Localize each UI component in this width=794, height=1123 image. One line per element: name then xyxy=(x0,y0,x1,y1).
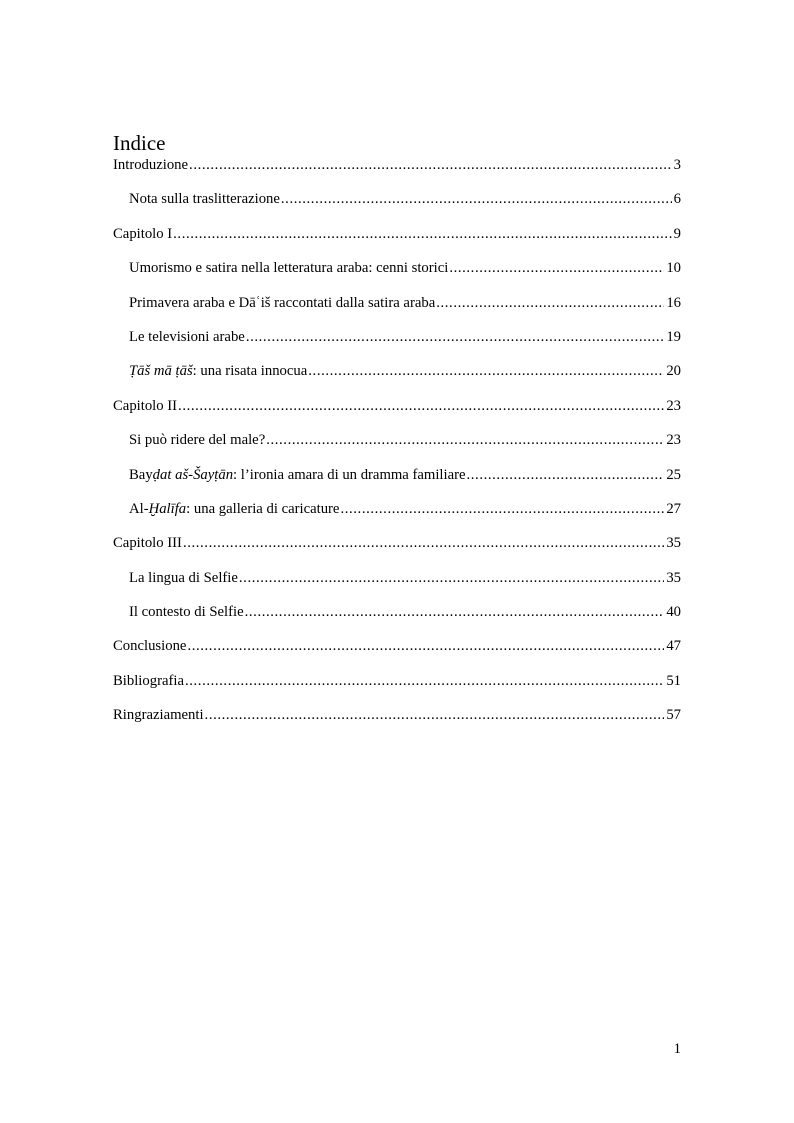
toc-entry-title: Si può ridere del male? xyxy=(129,432,266,449)
toc-entry-capitolo-2[interactable] xyxy=(113,395,681,429)
toc-entry-title: Bibliografia xyxy=(113,672,184,689)
toc-page-number: 20 xyxy=(666,363,681,380)
toc-entry-tash-ma-tash[interactable] xyxy=(113,360,681,394)
toc-page-number: 23 xyxy=(666,397,681,414)
dot-leader xyxy=(189,154,672,176)
page-number: 1 xyxy=(673,1041,681,1057)
dot-leader xyxy=(185,670,664,692)
toc-entry-lingua-selfie[interactable] xyxy=(113,567,681,601)
toc-page-number: 16 xyxy=(666,294,681,311)
dot-leader xyxy=(178,395,664,417)
dot-leader xyxy=(173,223,672,245)
dot-leader xyxy=(436,292,664,314)
toc-entry-title: Primavera araba e Dāʿiš raccontati dalla satira araba xyxy=(129,294,436,311)
toc-entry-title: Ringraziamenti xyxy=(113,707,204,724)
dot-leader xyxy=(205,704,665,726)
toc-entry-title: Ṭāš mā ṭāš: una risata innocua xyxy=(129,363,308,380)
toc-entry-bibliografia[interactable] xyxy=(113,670,681,704)
toc-entry-title: La lingua di Selfie xyxy=(129,569,238,586)
dot-leader xyxy=(187,635,664,657)
toc-entry-baydat-as-saytan[interactable] xyxy=(113,464,681,498)
toc-entry-title: Umorismo e satira nella letteratura araba: cenni storici xyxy=(129,260,449,277)
toc-entry-umorismo-satira[interactable] xyxy=(113,257,681,291)
toc-page-number: 9 xyxy=(673,225,681,242)
toc-entry-title: Nota sulla traslitterazione xyxy=(129,191,280,208)
toc-entry-al-halifa[interactable] xyxy=(113,498,681,532)
toc-page-number: 10 xyxy=(666,260,681,277)
dot-leader xyxy=(449,257,664,279)
toc-entry-capitolo-1[interactable] xyxy=(113,223,681,257)
dot-leader xyxy=(266,429,664,451)
toc-title: Indice xyxy=(113,131,166,155)
toc-page-number: 35 xyxy=(666,535,681,552)
dot-leader xyxy=(246,326,664,348)
dot-leader xyxy=(245,601,665,623)
toc-page-number: 27 xyxy=(666,500,681,517)
dot-leader xyxy=(340,498,664,520)
table-of-contents xyxy=(113,154,681,739)
toc-entry-capitolo-3[interactable] xyxy=(113,532,681,566)
dot-leader xyxy=(308,360,664,382)
toc-entry-televisioni-arabe[interactable] xyxy=(113,326,681,360)
toc-page-number: 19 xyxy=(666,328,681,345)
toc-page-number: 25 xyxy=(666,466,681,483)
toc-page-number: 47 xyxy=(666,638,681,655)
toc-entry-ringraziamenti[interactable] xyxy=(113,704,681,738)
toc-entry-title: Introduzione xyxy=(113,157,189,173)
toc-entry-title: Capitolo III xyxy=(113,535,182,552)
toc-page-number: 35 xyxy=(666,569,681,586)
toc-entry-conclusione[interactable] xyxy=(113,635,681,669)
toc-page-number: 23 xyxy=(666,432,681,449)
dot-leader xyxy=(183,532,664,554)
toc-page-number: 6 xyxy=(673,191,681,208)
dot-leader xyxy=(239,567,664,589)
toc-entry-contesto-selfie[interactable] xyxy=(113,601,681,635)
toc-entry-introduzione[interactable] xyxy=(113,154,681,188)
toc-entry-nota-traslitterazione[interactable] xyxy=(113,188,681,222)
dot-leader xyxy=(467,464,665,486)
toc-entry-title: Conclusione xyxy=(113,638,187,655)
toc-page-number: 51 xyxy=(666,672,681,689)
toc-entry-title: Bayḍat aš-Šayṭān: l’ironia amara di un dramma familiare xyxy=(129,466,466,483)
toc-entry-ridere-del-male[interactable] xyxy=(113,429,681,463)
toc-entry-title: Le televisioni arabe xyxy=(129,328,245,345)
toc-entry-title: Al-Ḫalīfa: una galleria di caricature xyxy=(129,500,340,517)
toc-page-number: 57 xyxy=(666,707,681,724)
toc-entry-title: Capitolo II xyxy=(113,397,178,414)
toc-entry-primavera-araba[interactable] xyxy=(113,292,681,326)
toc-page-number: 3 xyxy=(673,157,681,173)
toc-entry-title: Il contesto di Selfie xyxy=(129,604,244,621)
dot-leader xyxy=(281,188,672,210)
toc-entry-title: Capitolo I xyxy=(113,225,173,242)
toc-page-number: 40 xyxy=(666,604,681,621)
